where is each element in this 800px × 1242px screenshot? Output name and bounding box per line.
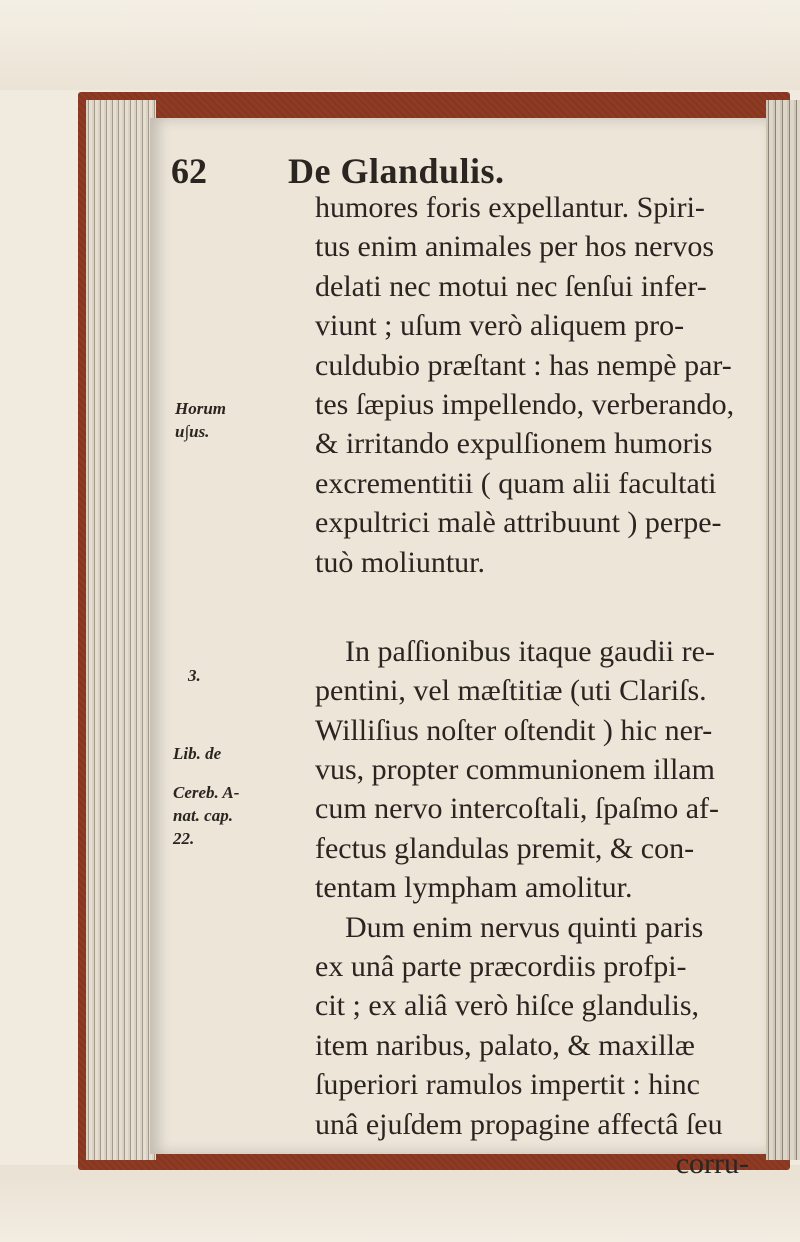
text-line: ex unâ parte præcordiis profpi- [315,950,687,984]
page-edges-left [86,100,156,1160]
text-line: tuò moliuntur. [315,545,486,579]
margin-note-horum [175,400,226,440]
running-header: De Glandulis. [288,151,505,191]
text-line: item naribus, palato, & maxillæ [315,1028,695,1062]
text-line: vus, propter communionem illam [315,753,715,787]
text-line: Williſius noſter oſtendit ) hic ner- [315,713,713,747]
text-line: unâ ejuſdem propagine affectâ ſeu [315,1107,723,1141]
margin-note-line: 3. [188,666,201,685]
text-line: cit ; ex aliâ verò hiſce glandulis, [315,989,700,1023]
text-line: Dum enim nervus quinti paris [345,910,704,944]
text-line: In paſſionibus itaque gaudii re- [345,634,715,668]
text-line: ſuperiori ramulos impertit : hinc [315,1068,700,1102]
text-line: delati nec motui nec ſenſui infer- [315,269,707,303]
text-line: & irritando expulſionem humoris [315,427,713,461]
margin-note-line: Lib. de [173,744,222,763]
text-line: tes ſæpius impellendo, verberando, [315,387,735,421]
body-text [315,188,775,1183]
margin-note-line: u∫us. [175,422,210,441]
text-line: tentam lympham amolitur. [315,871,633,905]
text-line: humores foris expellantur. Spiri- [315,191,705,224]
text-line: culdubio præſtant : has nempè par- [315,348,732,382]
margin-note-number [188,667,201,684]
text-line: excrementitii ( quam alii facultati [315,466,717,500]
text-line: viunt ; uſum verò aliquem pro- [315,309,685,343]
page-number: 62 [171,151,207,191]
text-line: fectus glandulas premit, & con- [315,831,695,865]
margin-note-line: 22. [173,829,195,848]
margin-note-line: Horum [175,399,227,418]
margin-note-line: nat. cap. [173,806,233,825]
text-line: pentini, vel mæſtitiæ (uti Clariſs. [315,674,707,708]
background-top [0,0,800,90]
text-line: tus enim animales per hos nervos [315,230,715,264]
margin-note-line: Cereb. A- [173,783,240,802]
text-line: cum nervo intercoſtali, ſpaſmo af- [315,792,720,826]
catchword: corru- [675,1146,749,1180]
margin-note-citation [173,745,239,847]
text-line: expultrici malè attribuunt ) perpe- [315,506,722,540]
